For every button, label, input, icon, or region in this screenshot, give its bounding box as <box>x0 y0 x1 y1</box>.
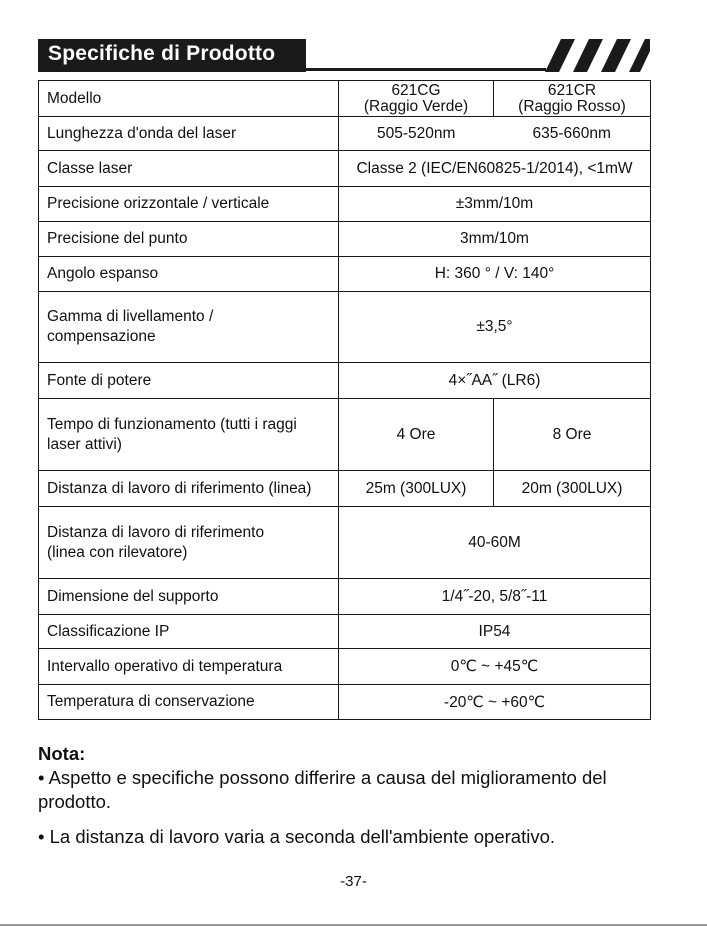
table-row-op-temp <box>39 649 651 685</box>
label-angle: Angolo espanso <box>39 257 339 292</box>
label-distance: Distanza di lavoro di riferimento (linea) <box>39 471 339 507</box>
value-distance-receiver: 40-60M <box>339 507 651 579</box>
value-runtime-green: 4 Ore <box>339 399 494 471</box>
value-distance-green: 25m (300LUX) <box>339 471 494 507</box>
label-leveling-line2: compensazione <box>47 328 156 345</box>
model-green <box>339 81 494 117</box>
label-ip: Classificazione IP <box>39 615 339 649</box>
value-accuracy-hv: ±3mm/10m <box>339 187 651 222</box>
section-header <box>38 39 650 72</box>
page-number: -37- <box>340 873 367 890</box>
value-runtime-red: 8 Ore <box>494 399 651 471</box>
label-accuracy-hv: Precisione orizzontale / verticale <box>39 187 339 222</box>
table-row-wavelength <box>39 117 651 151</box>
note-item-2: • La distanza di lavoro varia a seconda dell'ambiente operativo. <box>38 826 556 847</box>
model-green-code: 621CG <box>391 81 441 99</box>
model-red-code: 621CR <box>547 81 597 99</box>
label-power: Fonte di potere <box>39 363 339 399</box>
label-op-temp: Intervallo operativo di temperatura <box>39 649 339 685</box>
model-red-name: (Raggio Rosso) <box>518 97 626 115</box>
value-class: Classe 2 (IEC/EN60825-1/2014), <1mW <box>339 151 651 187</box>
table-row-leveling <box>39 292 651 363</box>
label-storage-temp: Temperatura di conservazione <box>39 685 339 720</box>
label-leveling-line1: Gamma di livellamento / <box>47 308 214 325</box>
label-model: Modello <box>39 81 339 117</box>
table-row-distance <box>39 471 651 507</box>
label-distance-receiver-line1: Distanza di lavoro di riferimento <box>47 523 265 541</box>
table-row-accuracy-point <box>39 222 651 257</box>
value-op-temp: 0℃ ~ +45℃ <box>339 649 651 685</box>
label-distance-receiver <box>39 507 339 579</box>
note-section <box>38 742 658 849</box>
label-wavelength: Lunghezza d'onda del laser <box>39 117 339 151</box>
bottom-rule <box>0 924 707 926</box>
page-title: Specifiche di Prodotto <box>48 42 276 65</box>
spec-table <box>38 80 651 720</box>
value-wavelength-green: 505-520nm <box>339 117 494 151</box>
header-title-bar <box>38 39 306 72</box>
table-row-class <box>39 151 651 187</box>
value-distance-red: 20m (300LUX) <box>494 471 651 507</box>
table-row-mount <box>39 579 651 615</box>
label-mount: Dimensione del supporto <box>39 579 339 615</box>
value-storage-temp: -20℃ ~ +60℃ <box>339 685 651 720</box>
value-angle: H: 360 ° / V: 140° <box>339 257 651 292</box>
label-leveling <box>39 292 339 363</box>
note-item-1: • Aspetto e specifiche possono differire a causa del miglioramento del prodotto. <box>38 767 607 812</box>
table-row-runtime <box>39 399 651 471</box>
label-runtime-line1: Tempo di funzionamento (tutti i raggi <box>47 415 297 433</box>
model-green-name: (Raggio Verde) <box>363 97 469 115</box>
table-row-model <box>39 81 651 117</box>
value-accuracy-point: 3mm/10m <box>339 222 651 257</box>
table-row-power <box>39 363 651 399</box>
value-power: 4×˝AA˝ (LR6) <box>339 363 651 399</box>
value-leveling: ±3,5° <box>339 292 651 363</box>
value-ip: IP54 <box>339 615 651 649</box>
table-row-angle <box>39 257 651 292</box>
label-accuracy-point: Precisione del punto <box>39 222 339 257</box>
table-row-ip <box>39 615 651 649</box>
header-stripes-icon <box>533 39 650 72</box>
value-mount: 1/4˝-20, 5/8˝-11 <box>339 579 651 615</box>
table-row-distance-receiver <box>39 507 651 579</box>
table-row-storage-temp <box>39 685 651 720</box>
label-runtime-line2: laser attivi) <box>47 435 122 453</box>
header-rule <box>306 68 546 71</box>
label-class: Classe laser <box>39 151 339 187</box>
note-title: Nota: <box>38 743 86 764</box>
label-distance-receiver-line2: (linea con rilevatore) <box>47 543 188 561</box>
model-red <box>494 81 651 117</box>
label-runtime <box>39 399 339 471</box>
value-wavelength-red: 635-660nm <box>494 117 651 151</box>
table-row-accuracy-hv <box>39 187 651 222</box>
